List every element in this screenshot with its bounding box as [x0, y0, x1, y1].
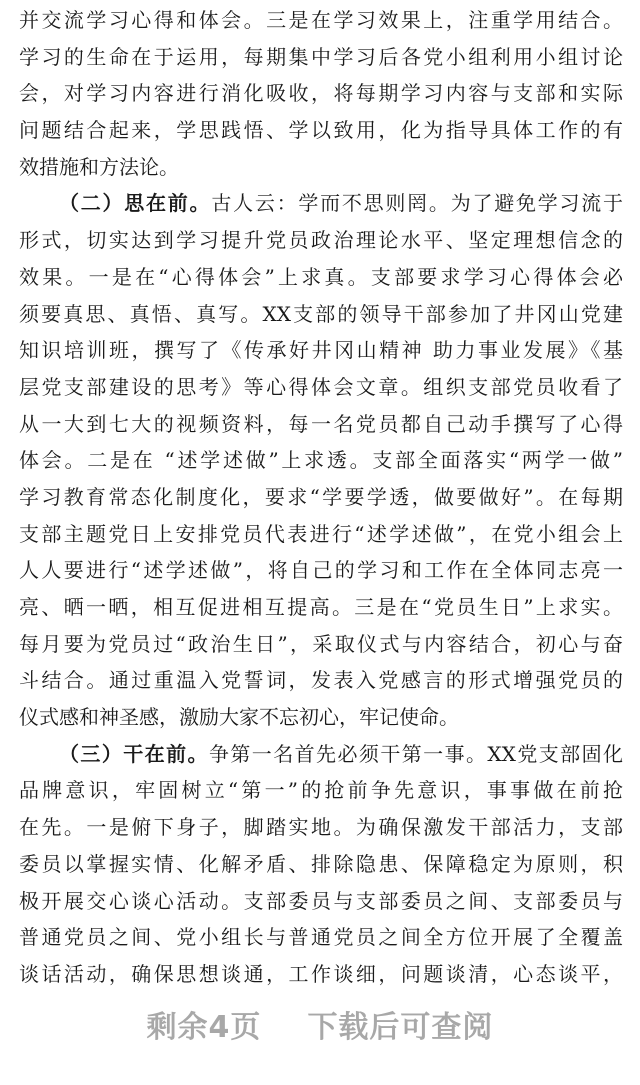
- document-line: [19, 956, 623, 993]
- document-line: [19, 332, 623, 369]
- document-line: [19, 39, 623, 76]
- document-line: [19, 846, 623, 883]
- line-text: 普通党员之间、党小组长与普通党员之间全方位开展了全覆盖: [19, 925, 623, 950]
- document-line: [19, 149, 623, 186]
- line-text: 支部主题党日上安排党员代表进行“述学述做”，在党小组会上: [19, 521, 623, 546]
- document-line: [19, 479, 623, 516]
- line-text: 效果。一是在“心得体会”上求真。支部要求学习心得体会必: [19, 264, 623, 289]
- document-line: [19, 369, 623, 406]
- document-line: [19, 662, 623, 699]
- line-text: 每月要为党员过“政治生日”，采取仪式与内容结合，初心与奋: [19, 631, 623, 656]
- document-line: [19, 772, 623, 809]
- paragraph-heading-line: [19, 736, 623, 773]
- document-line: [19, 699, 623, 736]
- line-text: 学习的生命在于运用，每期集中学习后各党小组利用小组讨论: [19, 44, 623, 69]
- line-text: 品牌意识，牢固树立“第一”的抢前争先意识，事事做在前抢: [19, 778, 623, 803]
- document-line: [19, 626, 623, 663]
- section-heading: （二）思在前。: [59, 191, 212, 216]
- line-text: 亮、晒一晒，相互促进相互提高。三是在“党员生日”上求实。: [19, 595, 623, 619]
- remaining-pages-label[interactable]: 剩余4页: [146, 1010, 262, 1045]
- document-line: [19, 222, 623, 259]
- line-text: 谈话活动，确保思想谈通，工作谈细，问题谈清，心态谈平，: [19, 961, 623, 986]
- download-to-view-label[interactable]: 下载后可查阅: [307, 1010, 494, 1045]
- line-text: 问题结合起来，学思践悟、学以致用，化为指导具体工作的有: [19, 118, 623, 143]
- line-text: 须要真思、真悟、真写。XX支部的领导干部参加了井冈山党建: [19, 301, 623, 326]
- line-text: 在先。一是俯下身子，脚踏实地。为确保激发干部活力，支部: [19, 815, 623, 840]
- preview-footer-banner[interactable]: [0, 1000, 640, 1048]
- document-line: [19, 589, 623, 626]
- line-text: 形式，切实达到学习提升党员政治理论水平、坚定理想信念的: [19, 228, 623, 253]
- line-text: 古人云：学而不思则罔。为了避免学习流于: [211, 191, 623, 216]
- line-text: 从一大到七大的视频资料，每一名党员都自己动手撰写了心得: [19, 411, 623, 436]
- line-text: 体会。二是在 “述学述做”上求透。支部全面落实“两学一做”: [19, 448, 623, 473]
- line-text: 会，对学习内容进行消化吸收，将每期学习内容与支部和实际: [19, 81, 623, 106]
- document-body: [19, 2, 623, 993]
- document-line: [19, 2, 623, 39]
- document-line: [19, 809, 623, 846]
- line-text: 委员以掌握实情、化解矛盾、排除隐患、保障稳定为原则，积: [19, 851, 623, 876]
- document-line: [19, 442, 623, 479]
- section-heading: （三）干在前。: [59, 741, 209, 766]
- document-line: [19, 75, 623, 112]
- line-text: 争第一名首先必须干第一事。XX党支部固化: [208, 741, 623, 766]
- line-text: 学习教育常态化制度化，要求“学要学透，做要做好”。在每期: [19, 484, 623, 509]
- line-text: 效措施和方法论。: [19, 154, 179, 179]
- document-line: [19, 406, 623, 443]
- line-text: 人人要进行“述学述做”，将自己的学习和工作在全体同志亮一: [19, 558, 623, 583]
- document-line: [19, 296, 623, 333]
- line-text: 斗结合。通过重温入党誓词，发表入党感言的形式增强党员的: [19, 668, 623, 693]
- line-text: 仪式感和神圣感，激励大家不忘初心，牢记使命。: [19, 705, 459, 730]
- document-line: [19, 552, 623, 589]
- line-text: 知识培训班，撰写了《传承好井冈山精神 助力事业发展》《基: [19, 338, 623, 363]
- paragraph-heading-line: [19, 185, 623, 222]
- document-line: [19, 259, 623, 296]
- document-line: [19, 516, 623, 553]
- line-text: 极开展交心谈心活动。支部委员与支部委员之间、支部委员与: [19, 888, 623, 913]
- document-line: [19, 919, 623, 956]
- document-line: [19, 883, 623, 920]
- document-line: [19, 112, 623, 149]
- line-text: 层党支部建设的思考》等心得体会文章。组织支部党员收看了: [19, 374, 623, 399]
- line-text: 并交流学习心得和体会。三是在学习效果上，注重学用结合。: [19, 8, 623, 32]
